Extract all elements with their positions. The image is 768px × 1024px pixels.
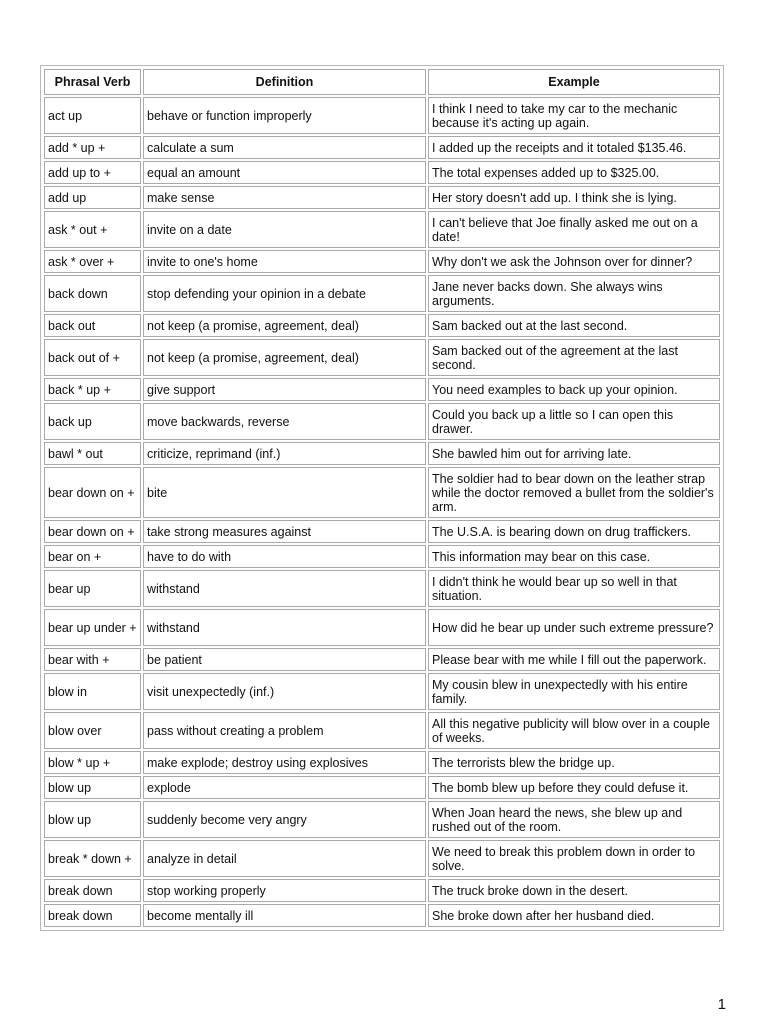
example-cell: The soldier had to bear down on the leather strap while the doctor removed a bullet from the soldier's arm. (428, 467, 720, 518)
phrasal-verb-cell: break down (44, 879, 141, 902)
table-row (44, 314, 720, 337)
example-cell: She broke down after her husband died. (428, 904, 720, 927)
table-row (44, 97, 720, 134)
definition-cell: become mentally ill (143, 904, 426, 927)
definition-cell: invite to one's home (143, 250, 426, 273)
example-cell: The truck broke down in the desert. (428, 879, 720, 902)
definition-cell: not keep (a promise, agreement, deal) (143, 339, 426, 376)
phrasal-verb-cell: bear up (44, 570, 141, 607)
phrasal-verb-cell: break * down + (44, 840, 141, 877)
example-cell: You need examples to back up your opinion. (428, 378, 720, 401)
definition-cell: take strong measures against (143, 520, 426, 543)
phrasal-verb-table-frame (40, 65, 724, 931)
definition-cell: give support (143, 378, 426, 401)
table-row (44, 378, 720, 401)
example-cell: The bomb blew up before they could defuse it. (428, 776, 720, 799)
table-row (44, 712, 720, 749)
example-cell: My cousin blew in unexpectedly with his entire family. (428, 673, 720, 710)
phrasal-verb-cell: back up (44, 403, 141, 440)
example-cell: I added up the receipts and it totaled $135.46. (428, 136, 720, 159)
definition-cell: equal an amount (143, 161, 426, 184)
table-row (44, 673, 720, 710)
definition-cell: analyze in detail (143, 840, 426, 877)
example-cell: We need to break this problem down in order to solve. (428, 840, 720, 877)
table-row (44, 339, 720, 376)
phrasal-verb-cell: bear on + (44, 545, 141, 568)
definition-cell: explode (143, 776, 426, 799)
page-number: 1 (717, 996, 726, 1013)
phrasal-verb-cell: bawl * out (44, 442, 141, 465)
phrasal-verb-cell: blow up (44, 776, 141, 799)
definition-cell: move backwards, reverse (143, 403, 426, 440)
phrasal-verb-cell: bear down on + (44, 520, 141, 543)
phrasal-verb-cell: blow * up + (44, 751, 141, 774)
header-example: Example (428, 69, 720, 95)
example-cell: All this negative publicity will blow over in a couple of weeks. (428, 712, 720, 749)
definition-cell: stop defending your opinion in a debate (143, 275, 426, 312)
phrasal-verb-cell: add up (44, 186, 141, 209)
definition-cell: invite on a date (143, 211, 426, 248)
table-row (44, 161, 720, 184)
phrasal-verb-cell: add up to + (44, 161, 141, 184)
example-cell: How did he bear up under such extreme pressure? (428, 609, 720, 646)
definition-cell: not keep (a promise, agreement, deal) (143, 314, 426, 337)
table-row (44, 403, 720, 440)
example-cell: Why don't we ask the Johnson over for dinner? (428, 250, 720, 273)
phrasal-verb-cell: blow up (44, 801, 141, 838)
phrasal-verb-cell: back out (44, 314, 141, 337)
table-row (44, 840, 720, 877)
table-row (44, 904, 720, 927)
phrasal-verb-cell: bear up under + (44, 609, 141, 646)
table-row (44, 609, 720, 646)
header-phrasal-verb: Phrasal Verb (44, 69, 141, 95)
phrasal-verb-cell: back down (44, 275, 141, 312)
table-row (44, 136, 720, 159)
definition-cell: stop working properly (143, 879, 426, 902)
table-row (44, 879, 720, 902)
example-cell: The total expenses added up to $325.00. (428, 161, 720, 184)
example-cell: Jane never backs down. She always wins arguments. (428, 275, 720, 312)
phrasal-verb-cell: bear with + (44, 648, 141, 671)
example-cell: Sam backed out at the last second. (428, 314, 720, 337)
example-cell: When Joan heard the news, she blew up and rushed out of the room. (428, 801, 720, 838)
phrasal-verb-cell: bear down on + (44, 467, 141, 518)
example-cell: I didn't think he would bear up so well in that situation. (428, 570, 720, 607)
phrasal-verb-cell: blow over (44, 712, 141, 749)
table-row (44, 211, 720, 248)
table-row (44, 467, 720, 518)
table-body (44, 97, 720, 927)
phrasal-verb-cell: back * up + (44, 378, 141, 401)
table-row (44, 545, 720, 568)
table-row (44, 751, 720, 774)
definition-cell: have to do with (143, 545, 426, 568)
definition-cell: make sense (143, 186, 426, 209)
phrasal-verb-table (42, 67, 722, 929)
table-row (44, 186, 720, 209)
definition-cell: make explode; destroy using explosives (143, 751, 426, 774)
example-cell: Could you back up a little so I can open this drawer. (428, 403, 720, 440)
example-cell: Sam backed out of the agreement at the last second. (428, 339, 720, 376)
table-row (44, 648, 720, 671)
example-cell: Her story doesn't add up. I think she is lying. (428, 186, 720, 209)
table-row (44, 520, 720, 543)
table-row (44, 275, 720, 312)
example-cell: I think I need to take my car to the mechanic because it's acting up again. (428, 97, 720, 134)
phrasal-verb-cell: ask * over + (44, 250, 141, 273)
definition-cell: visit unexpectedly (inf.) (143, 673, 426, 710)
example-cell: This information may bear on this case. (428, 545, 720, 568)
example-cell: The U.S.A. is bearing down on drug traffickers. (428, 520, 720, 543)
definition-cell: withstand (143, 609, 426, 646)
header-definition: Definition (143, 69, 426, 95)
example-cell: She bawled him out for arriving late. (428, 442, 720, 465)
definition-cell: behave or function improperly (143, 97, 426, 134)
phrasal-verb-cell: back out of + (44, 339, 141, 376)
phrasal-verb-cell: blow in (44, 673, 141, 710)
header-row (44, 69, 720, 95)
definition-cell: be patient (143, 648, 426, 671)
definition-cell: calculate a sum (143, 136, 426, 159)
table-row (44, 801, 720, 838)
phrasal-verb-cell: add * up + (44, 136, 141, 159)
definition-cell: bite (143, 467, 426, 518)
phrasal-verb-cell: break down (44, 904, 141, 927)
table-row (44, 776, 720, 799)
table-row (44, 570, 720, 607)
definition-cell: pass without creating a problem (143, 712, 426, 749)
table-row (44, 442, 720, 465)
table-row (44, 250, 720, 273)
definition-cell: withstand (143, 570, 426, 607)
phrasal-verb-cell: ask * out + (44, 211, 141, 248)
example-cell: The terrorists blew the bridge up. (428, 751, 720, 774)
example-cell: Please bear with me while I fill out the paperwork. (428, 648, 720, 671)
example-cell: I can't believe that Joe finally asked me out on a date! (428, 211, 720, 248)
definition-cell: criticize, reprimand (inf.) (143, 442, 426, 465)
phrasal-verb-cell: act up (44, 97, 141, 134)
definition-cell: suddenly become very angry (143, 801, 426, 838)
